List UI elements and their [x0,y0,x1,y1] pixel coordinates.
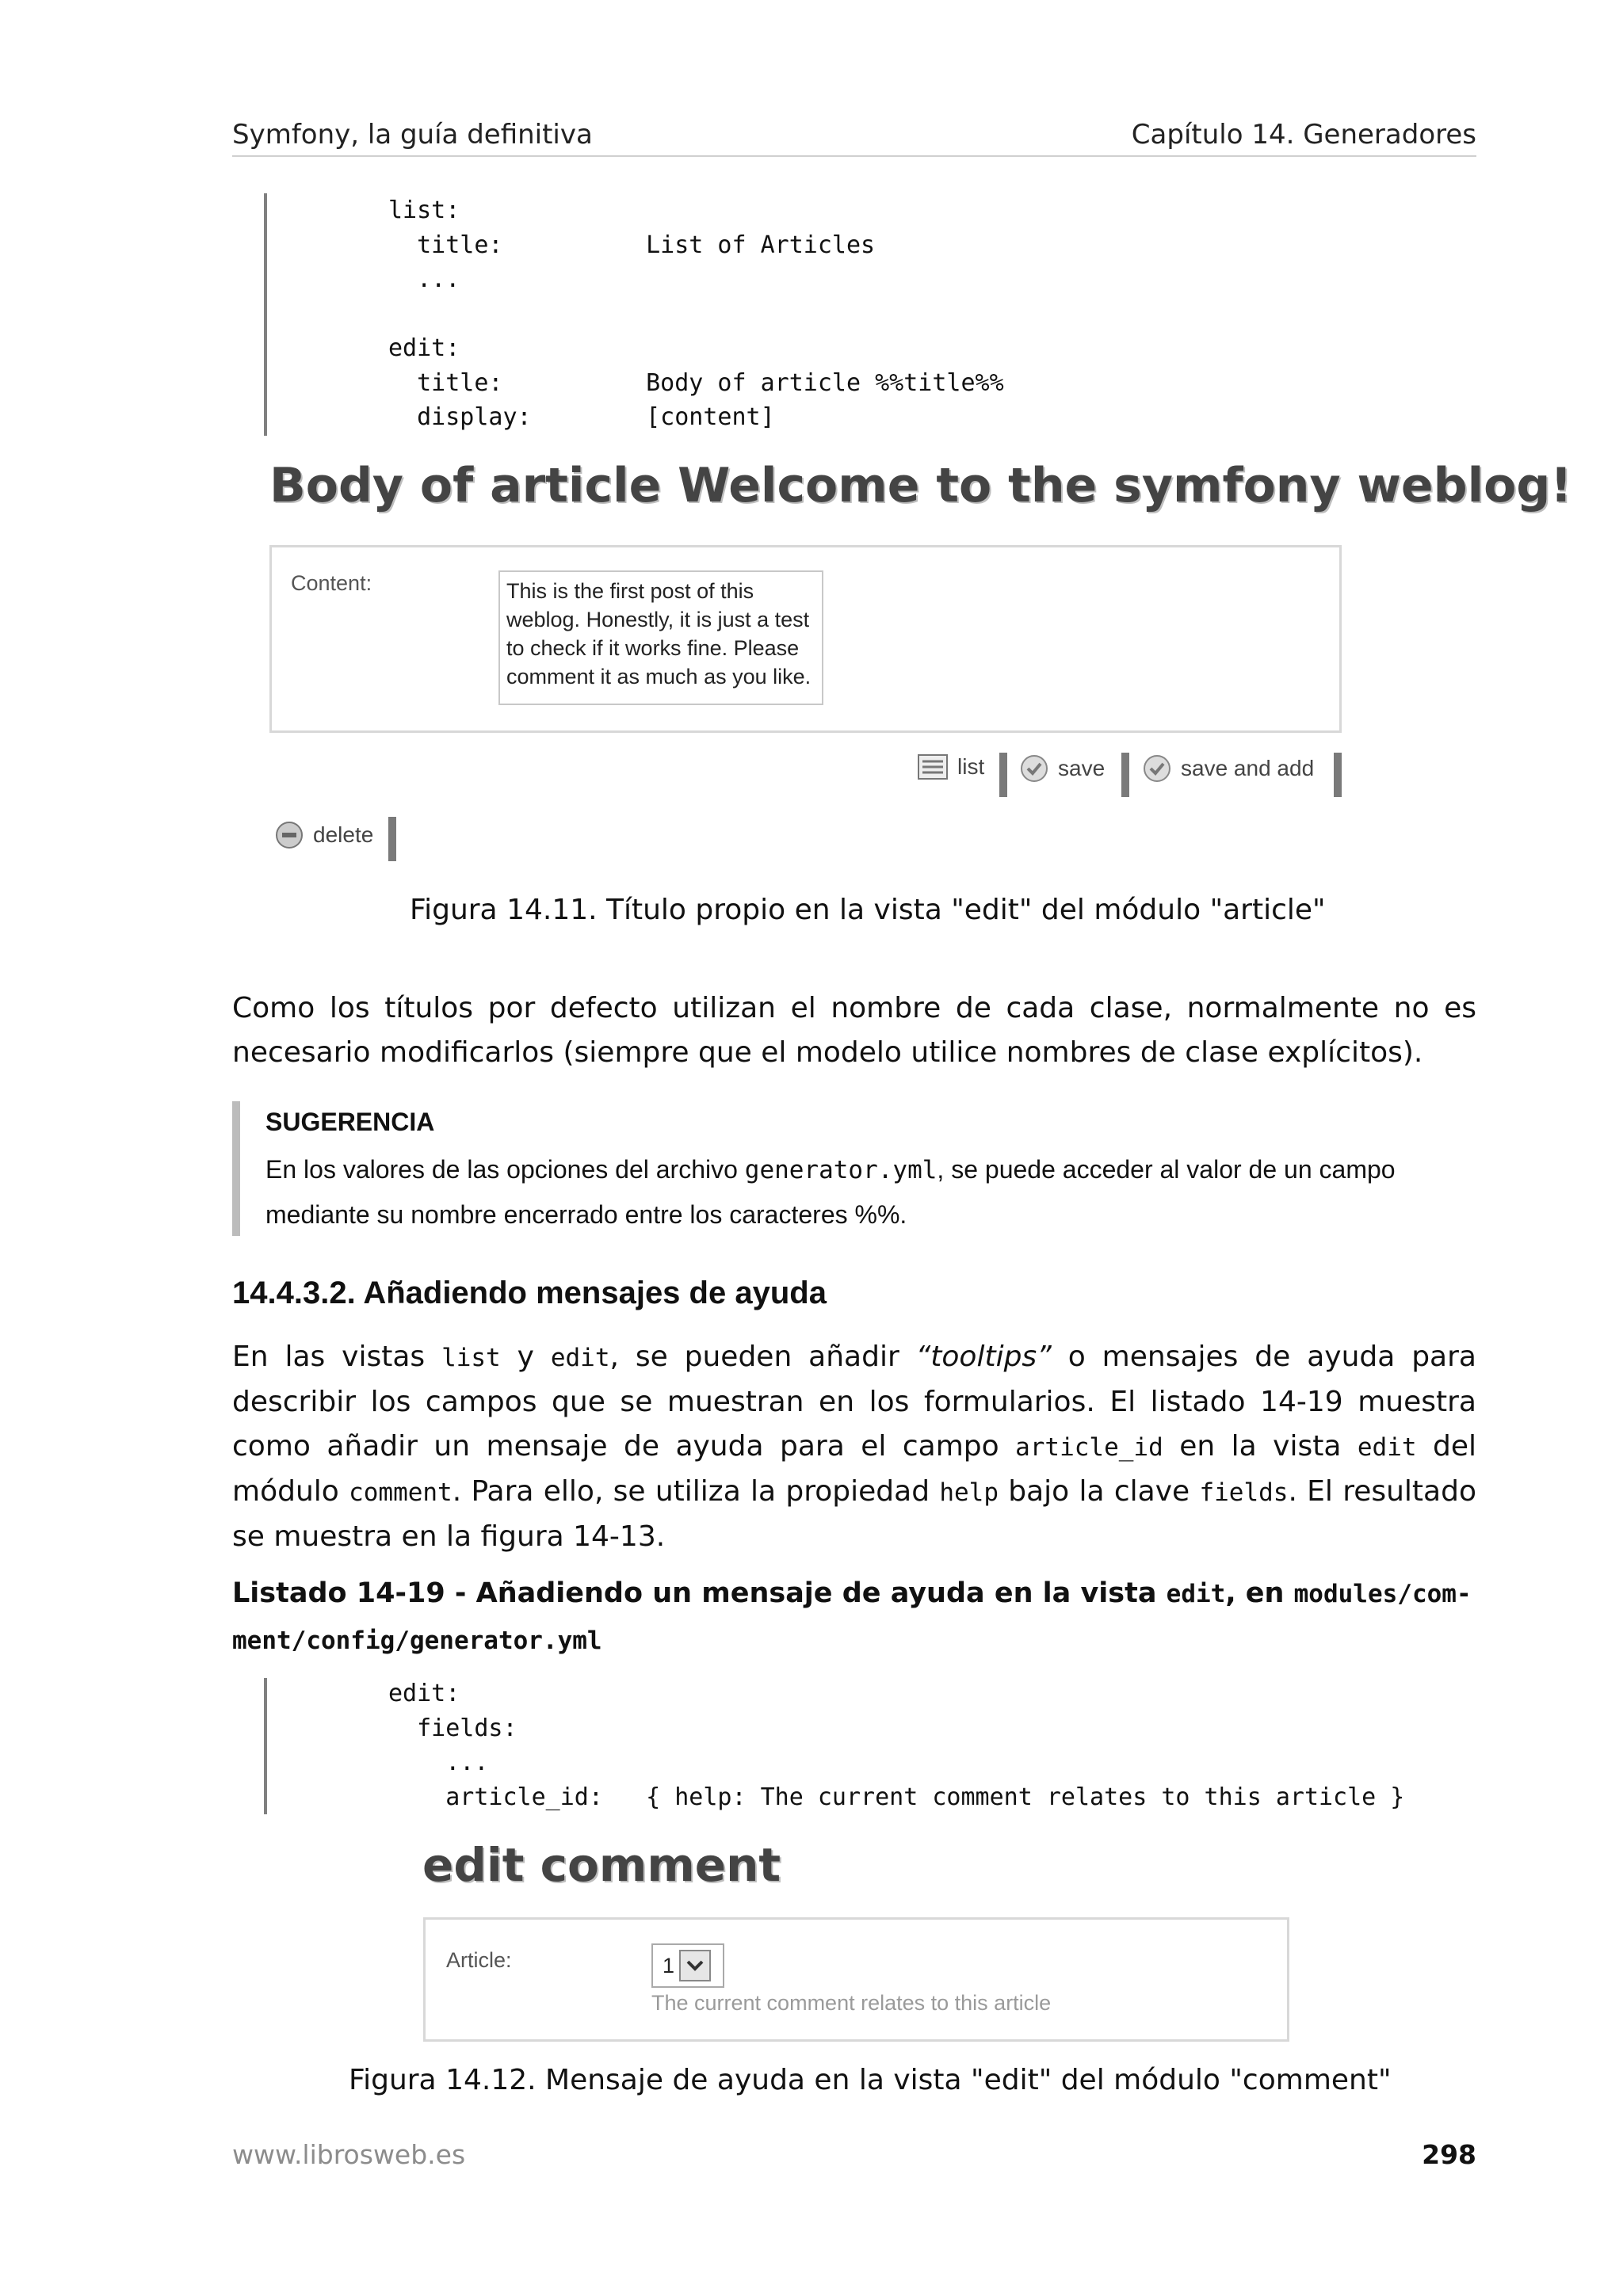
check-icon [1143,754,1171,783]
inline-code: edit [550,1344,610,1372]
content-textarea[interactable]: This is the first post of this weblog. Honestly, it is just a test to check if it works fine. Please comment it as much as you like. [498,570,823,705]
save-and-add-button[interactable] [1143,754,1314,783]
list-icon [918,754,948,780]
button-separator [1334,753,1342,797]
inline-code: modules/com- [1293,1580,1472,1608]
button-separator [388,817,396,861]
figure1-form-frame [269,545,1342,733]
footer-site: www.librosweb.es [232,2139,466,2170]
code-block-help: edit: fields: ... article_id: { help: The current comment relates to this article } [388,1680,1405,1811]
figure2-page-title: edit comment [422,1838,781,1892]
check-icon [1020,754,1048,783]
figure2-form-frame [423,1917,1289,2042]
text: . El resultado se muestra en la figura 14-13. [232,1475,1476,1553]
minus-circle-icon [275,821,304,849]
inline-code: comment [349,1478,453,1507]
text: en la vista [1163,1430,1358,1463]
button-separator [1121,753,1129,797]
text: y [500,1341,551,1373]
inline-code: help [939,1478,999,1507]
text: , se pueden añadir [609,1341,916,1373]
text: En las vistas [232,1341,442,1373]
paragraph-help-messages [232,1335,1476,1559]
article-select-value: 1 [663,1954,675,1978]
code-block-bar [264,193,267,436]
inline-code: edit [1357,1433,1417,1462]
listing-title [232,1570,1476,1664]
tip-text [265,1147,1484,1237]
tip-text-part: , se puede acceder al valor de un campo mediante su nombre encerrado entre los caracteres %%. [265,1155,1396,1229]
article-select[interactable] [651,1943,724,1988]
text: . Para ello, se utiliza la propiedad [452,1475,940,1508]
inline-code: fields [1199,1478,1289,1507]
tip-title: SUGERENCIA [265,1108,435,1136]
inline-code: ment/config/generator.yml [232,1627,602,1655]
text: , en [1225,1577,1294,1609]
inline-code: edit [1166,1580,1226,1608]
running-header-title: Symfony, la guía definitiva [232,119,593,151]
button-separator [999,753,1007,797]
running-header-chapter: Capítulo 14. Generadores [1131,119,1476,151]
inline-code: list [441,1344,501,1372]
figure1-page-title: Body of article Welcome to the symfony weblog! [269,458,1572,513]
code-block-list-edit: list: title: List of Articles ... edit: title: Body of article %%title%% display: [content] [388,196,1004,431]
delete-button[interactable] [275,821,373,849]
text: o mensajes de ayuda para describir los campos que se muestran en los formularios. El listado 14-19 muestra como añadir un mensaje de ayuda para el campo [232,1341,1476,1463]
article-label: Article: [446,1948,512,1972]
figure1-caption: Figura 14.11. Título propio en la vista "edit" del módulo "article" [410,894,1326,926]
save-button[interactable] [1020,754,1105,783]
help-text: The current comment relates to this article [651,1991,1052,2015]
section-heading: 14.4.3.2. Añadiendo mensajes de ayuda [232,1276,827,1310]
figure2-caption: Figura 14.12. Mensaje de ayuda en la vista "edit" del módulo "comment" [349,2064,1392,2096]
page-number: 298 [1422,2139,1476,2170]
save-button-label: save [1058,756,1106,780]
chevron-down-icon [679,1950,711,1981]
text: del módulo [232,1430,1476,1508]
save-and-add-button-label: save and add [1181,756,1315,780]
inline-code: article_id [1015,1433,1163,1462]
paragraph-titles: Como los títulos por defecto utilizan el nombre de cada clase, normalmente no es necesario modificarlos (siempre que el modelo utilice nombres de clase explícitos). [232,992,1476,1069]
text: Listado 14-19 - Añadiendo un mensaje de ayuda en la vista [232,1577,1167,1609]
code-block-bar [264,1678,267,1814]
tip-text-part: En los valores de las opciones del archivo [265,1155,745,1184]
content-label: Content: [291,571,372,595]
header-rule [232,155,1476,157]
list-button[interactable] [918,754,984,780]
emphasis: “tooltips” [915,1341,1052,1373]
text: bajo la clave [998,1475,1200,1508]
list-button-label: list [957,754,985,779]
tip-code: generator.yml [744,1156,938,1184]
delete-button-label: delete [313,822,374,847]
tip-box [232,1101,1484,1236]
